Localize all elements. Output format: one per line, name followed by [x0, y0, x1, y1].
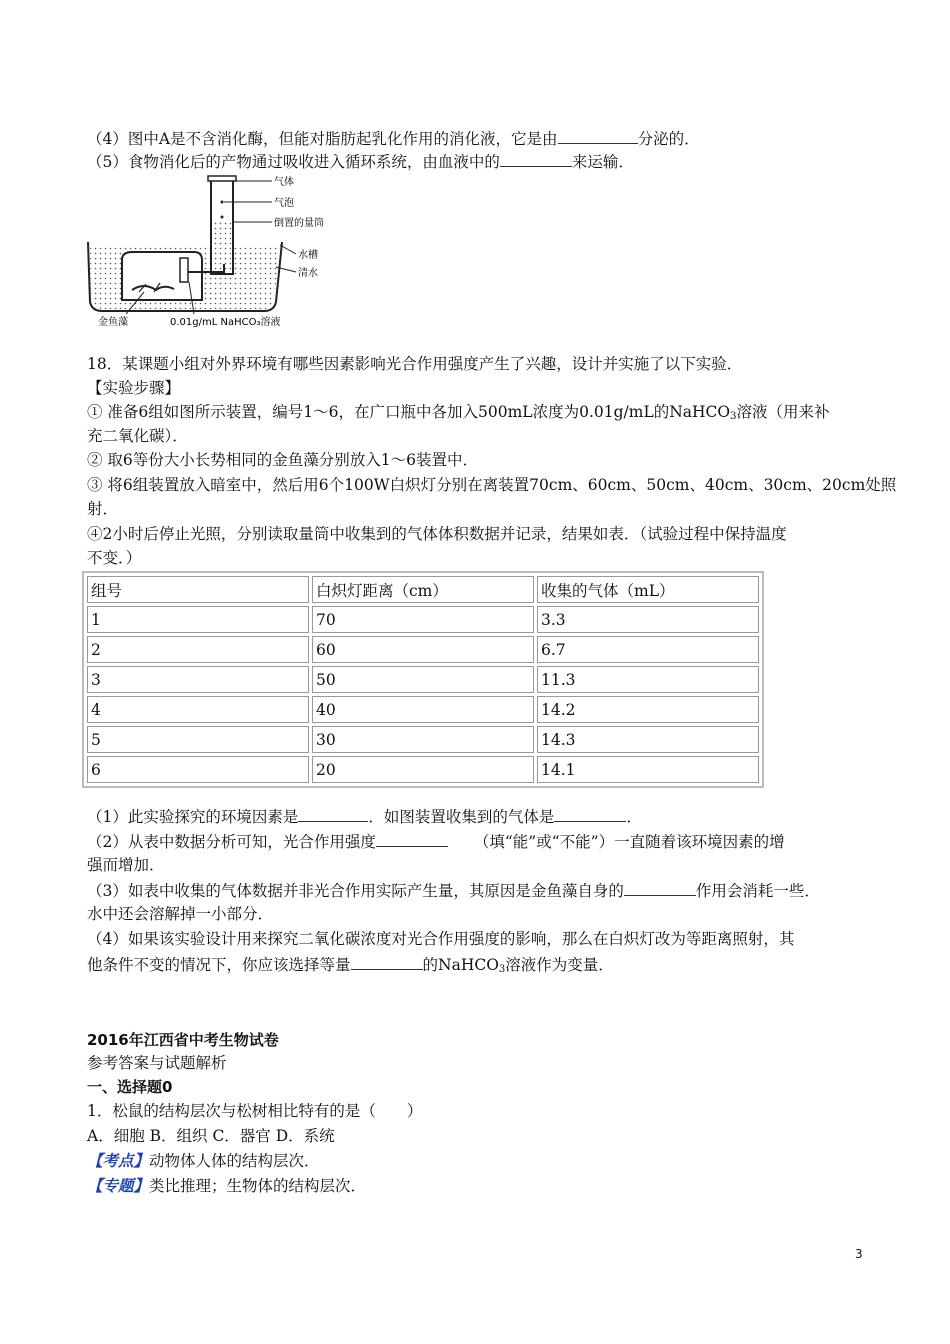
- answers-title: 2016年江西省中考生物试卷: [87, 1031, 279, 1049]
- table-cell: 40: [312, 696, 534, 723]
- table-cell: 30: [312, 726, 534, 753]
- table-header-cell: 收集的气体（mL）: [537, 576, 759, 603]
- zhuanti-tag: 【专题】: [87, 1176, 150, 1195]
- label-gas: 气体: [274, 177, 294, 188]
- table-cell: 70: [312, 606, 534, 633]
- label-tank: 水槽: [298, 250, 318, 261]
- question-1-options: A．细胞 B．组织 C．器官 D．系统: [87, 1127, 335, 1145]
- table-cell: 6.7: [537, 636, 759, 663]
- kaodian-tag: 【考点】: [87, 1151, 150, 1170]
- label-cylinder: 倒置的量筒: [274, 218, 324, 229]
- answer-blank: [558, 127, 638, 144]
- zhuanti-line: 【专题】类比推理；生物体的结构层次．: [87, 1176, 367, 1195]
- question-1: 1．松鼠的结构层次与松树相比特有的是（ ）: [87, 1102, 423, 1120]
- label-bubble: 气泡: [274, 198, 294, 209]
- label-plant: 金鱼藻: [98, 317, 128, 328]
- steps-title: 【实验步骤】: [87, 379, 181, 397]
- results-table: [82, 571, 764, 788]
- step-1: ① 准备6组如图所示装置，编号1～6，在广口瓶中各加入500mL浓度为0.01g/mL的NaHCO$_3$溶液（用来补: [87, 403, 830, 422]
- table-header-row: [87, 576, 759, 603]
- table-cell: 14.2: [537, 696, 759, 723]
- sub-question-2-cont: 强而增加．: [87, 856, 165, 874]
- table-row: [87, 606, 759, 633]
- table-cell: 60: [312, 636, 534, 663]
- table-header-cell: 白炽灯距离（cm）: [312, 576, 534, 603]
- table-cell: 1: [87, 606, 309, 633]
- step-3: ③ 将6组装置放入暗室中，然后用6个100W白炽灯分别在离装置70cm、60cm、50cm、40cm、30cm、20cm处照: [87, 476, 897, 494]
- table-row: [87, 756, 759, 783]
- q17-part4: （4）图中A是不含消化酶，但能对脂肪起乳化作用的消化液，它是由 分泌的．: [87, 127, 700, 150]
- table-row: [87, 666, 759, 693]
- q18-intro: 18．某课题小组对外界环境有哪些因素影响光合作用强度产生了兴趣，设计并实施了以下实验．: [87, 355, 743, 373]
- table-cell: 5: [87, 726, 309, 753]
- sub-question-3: （3）如表中收集的气体数据并非光合作用实际产生量，其原因是金鱼藻自身的 作用会消耗一些．: [87, 879, 820, 902]
- table-cell: 6: [87, 756, 309, 783]
- answer-blank: [624, 879, 696, 896]
- table-cell: 11.3: [537, 666, 759, 693]
- sub-question-4-cont: 他条件不变的情况下，你应该选择等量 的NaHCO$_3$溶液作为变量．: [87, 953, 614, 981]
- section-heading: 一、选择题0: [87, 1078, 173, 1096]
- table-row: [87, 636, 759, 663]
- answer-blank: [376, 830, 448, 847]
- sub-question-3-cont: 水中还会溶解掉一小部分．: [87, 905, 274, 923]
- table-cell: 3: [87, 666, 309, 693]
- table-row: [87, 726, 759, 753]
- table-cell: 4: [87, 696, 309, 723]
- step-2: ② 取6等份大小长势相同的金鱼藻分别放入1～6装置中．: [87, 451, 479, 469]
- answer-blank: [298, 805, 368, 822]
- table-cell: 50: [312, 666, 534, 693]
- answer-blank: [554, 805, 626, 822]
- sub-question-2: （2）从表中数据分析可知，光合作用强度 （填“能”或“不能”）一直随着该环境因素的增: [87, 830, 785, 853]
- table-row: [87, 696, 759, 723]
- label-solution: 0.01g/mL NaHCO₃溶液: [170, 317, 281, 328]
- table-cell: 3.3: [537, 606, 759, 633]
- label-water: 清水: [298, 268, 318, 279]
- table-cell: 14.3: [537, 726, 759, 753]
- table-cell: 20: [312, 756, 534, 783]
- page-number: 3: [855, 1247, 863, 1261]
- step-3-cont: 射．: [87, 500, 119, 518]
- table-cell: 2: [87, 636, 309, 663]
- q17-part5: （5）食物消化后的产物通过吸收进入循环系统，由血液中的 来运输．: [87, 150, 634, 173]
- answer-blank: [500, 150, 572, 167]
- step-1-cont: 充二氧化碳）．: [87, 427, 188, 445]
- answer-blank: [351, 953, 423, 970]
- step-4-cont: 不变．）: [87, 549, 142, 567]
- table-cell: 14.1: [537, 756, 759, 783]
- sub-question-1: （1）此实验探究的环境因素是 ．如图装置收集到的气体是 ．: [87, 805, 642, 828]
- answers-subtitle: 参考答案与试题解析: [87, 1054, 227, 1072]
- kaodian-line: 【考点】动物体人体的结构层次．: [87, 1151, 320, 1170]
- apparatus-figure: [84, 172, 344, 332]
- table-header-cell: 组号: [87, 576, 309, 603]
- step-4: ④2小时后停止光照，分别读取量筒中收集到的气体体积数据并记录，结果如表．（试验过程中保持温度: [87, 525, 787, 543]
- sub-question-4: （4）如果该实验设计用来探究二氧化碳浓度对光合作用强度的影响，那么在白炽灯改为等距离照射，其: [87, 930, 795, 948]
